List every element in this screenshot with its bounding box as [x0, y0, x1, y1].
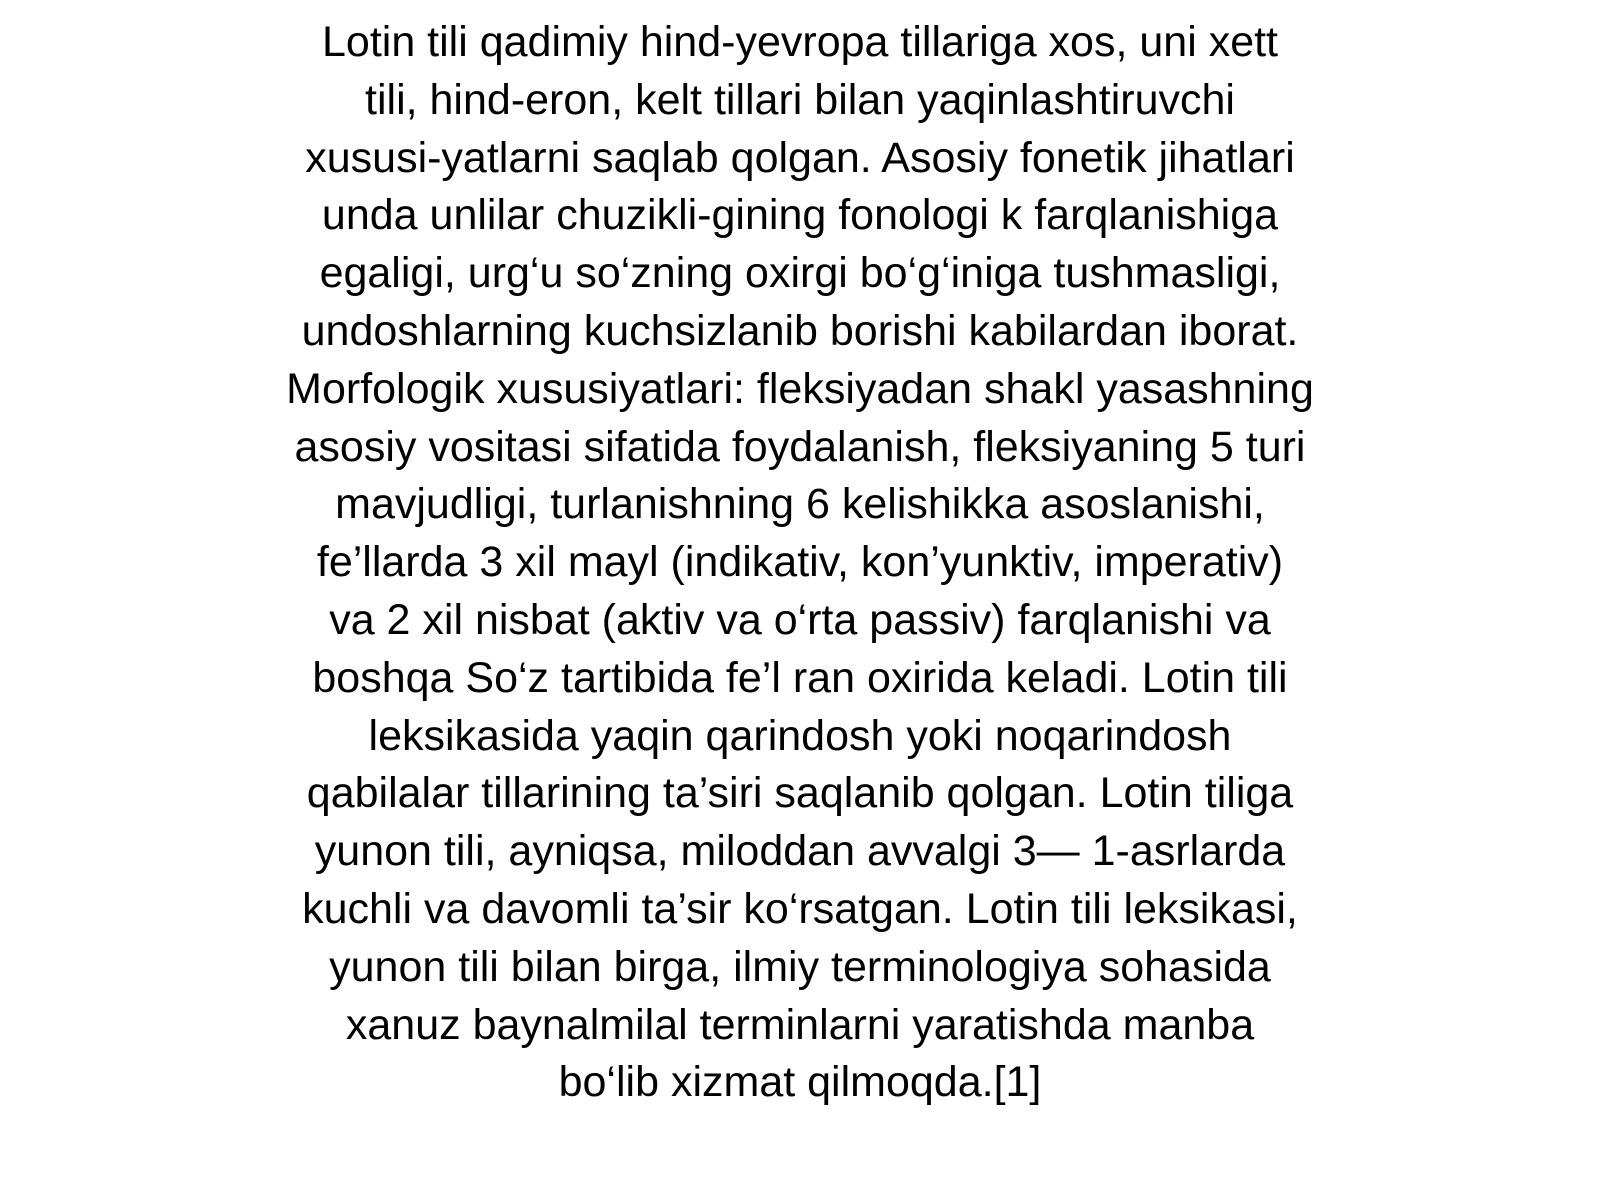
- text-line: mavjudligi, turlanishning 6 kelishikka asoslanishi,: [335, 480, 1265, 529]
- text-line: va 2 xil nisbat (aktiv va o‘rta passiv) farqlanishi va: [329, 595, 1271, 644]
- text-line: undoshlarning kuchsizlanib borishi kabilardan iborat.: [301, 306, 1299, 355]
- text-line: egaligi, urg‘u so‘zning oxirgi bo‘g‘iniga tushmasligi,: [319, 249, 1281, 298]
- body-paragraph: [220, 14, 1380, 1112]
- text-line: leksikasida yaqin qarindosh yoki noqarindosh: [368, 711, 1232, 760]
- text-line: yunon tili bilan birga, ilmiy terminologiya sohasida: [329, 942, 1271, 991]
- text-line: asosiy vositasi sifatida foydalanish, fleksiyaning 5 turi: [294, 422, 1306, 471]
- text-line: yunon tili, ayniqsa, miloddan avvalgi 3— 1-asrlarda: [314, 827, 1286, 876]
- text-line: bo‘lib xizmat qilmoqda.[1]: [558, 1058, 1042, 1107]
- text-line: xususi-yatlarni saqlab qolgan. Asosiy fonetik jihatlari: [305, 133, 1295, 182]
- text-line: unda unlilar chuzikli-gining fonologi k farqlanishiga: [321, 191, 1279, 240]
- text-line: boshqa So‘z tartibida fe’l ran oxirida keladi. Lotin tili: [312, 653, 1288, 702]
- text-line: Lotin tili qadimiy hind-yevropa tillariga xos, uni xett: [321, 18, 1278, 66]
- text-line: fe’llarda 3 xil mayl (indikativ, kon’yunktiv, imperativ): [316, 538, 1284, 587]
- text-line: xanuz baynalmilal terminlarni yaratishda manba: [345, 1000, 1255, 1049]
- text-line: kuchli va davomli ta’sir ko‘rsatgan. Lotin tili leksikasi,: [302, 884, 1298, 933]
- text-line: Morfologik xususiyatlari: fleksiyadan shakl yasashning: [286, 364, 1314, 413]
- text-line: qabilalar tillarining ta’siri saqlanib qolgan. Lotin tiliga: [306, 769, 1294, 818]
- text-line: tili, hind-eron, kelt tillari bilan yaqinlashtiruvchi: [365, 75, 1235, 124]
